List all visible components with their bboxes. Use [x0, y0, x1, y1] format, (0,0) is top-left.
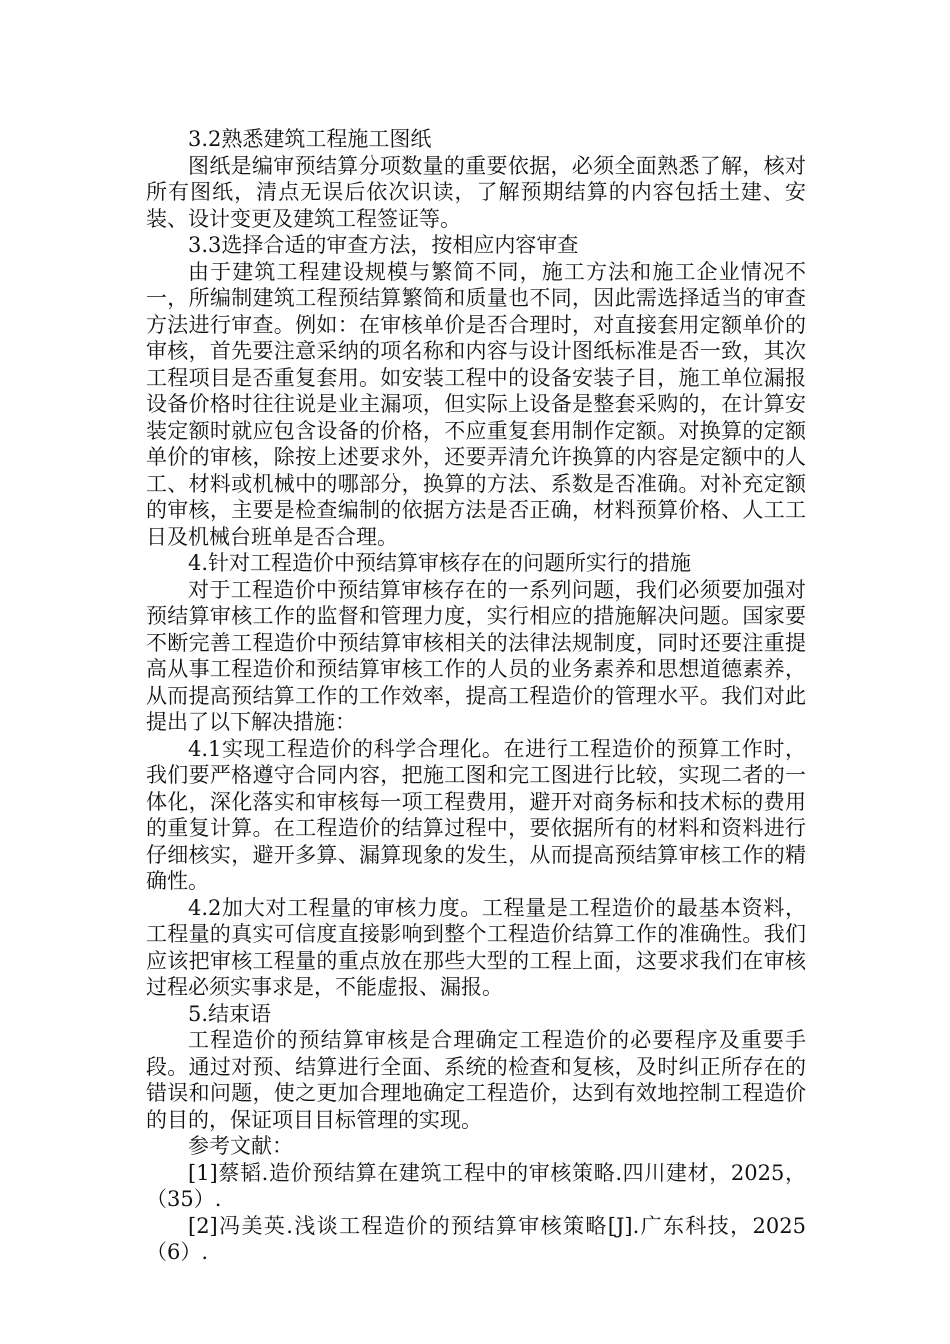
- document-page: [146, 126, 806, 1266]
- body-paragraph: 图纸是编审预结算分项数量的重要依据，必须全面熟悉了解，核对所有图纸，清点无误后依次识读，了解预期结算的内容包括土建、安装、设计变更及建筑工程签证等。: [146, 153, 806, 231]
- body-paragraph-4-1: 4.1实现工程造价的科学合理化。在进行工程造价的预算工作时，我们要严格遵守合同内容，把施工图和完工图进行比较，实现二者的一体化，深化落实和审核每一项工程费用，避开对商务标和技术标的费用的重复计算。在工程造价的结算过程中，要依据所有的材料和资料进行仔细核实，避开多算、漏算现象的发生，从而提高预结算审核工作的精确性。: [146, 736, 806, 893]
- body-paragraph: 工程造价的预结算审核是合理确定工程造价的必要程序及重要手段。通过对预、结算进行全面、系统的检查和复核，及时纠正所存在的错误和问题，使之更加合理地确定工程造价，达到有效地控制工程造价的目的，保证项目目标管理的实现。: [146, 1028, 806, 1132]
- section-heading-3-3: 3.3选择合适的审查方法，按相应内容审查: [188, 233, 579, 257]
- references-heading: 参考文献：: [188, 1134, 293, 1158]
- body-paragraph: 对于工程造价中预结算审核存在的一系列问题，我们必须要加强对预结算审核工作的监督和管理力度，实行相应的措施解决问题。国家要不断完善工程造价中预结算审核相关的法律法规制度，同时还要注重提高从事工程造价和预结算审核工作的人员的业务素养和思想道德素养，从而提高预结算工作的工作效率，提高工程造价的管理水平。我们对此提出了以下解决措施：: [146, 577, 806, 734]
- body-paragraph: 由于建筑工程建设规模与繁简不同，施工方法和施工企业情况不一，所编制建筑工程预结算繁简和质量也不同，因此需选择适当的审查方法进行审查。例如：在审核单价是否合理时，对直接套用定额单价的审核，首先要注意采纳的项名称和内容与设计图纸标准是否一致，其次工程项目是否重复套用。如安装工程中的设备安装子目，施工单位漏报设备价格时往往说是业主漏项，但实际上设备是整套采购的，在计算安装定额时就应包含设备的价格，不应重复套用制作定额。对换算的定额单价的审核，除按上述要求外，还要弄清允许换算的内容是定额中的人工、材料或机械中的哪部分，换算的方法、系数是否准确。对补充定额的审核，主要是检查编制的依据方法是否正确，材料预算价格、人工工日及机械台班单是否合理。: [146, 259, 806, 549]
- section-heading-4: 4.针对工程造价中预结算审核存在的问题所实行的措施: [188, 551, 692, 575]
- body-paragraph-4-2: 4.2加大对工程量的审核力度。工程量是工程造价的最基本资料，工程量的真实可信度直接影响到整个工程造价结算工作的准确性。我们应该把审核工程量的重点放在那些大型的工程上面，这要求我们在审核过程必须实事求是，不能虚报、漏报。: [146, 895, 806, 999]
- reference-item: [2]冯美英.浅谈工程造价的预结算审核策略[J].广东科技，2025（6）.: [146, 1213, 806, 1264]
- section-heading-5: 5.结束语: [188, 1001, 272, 1026]
- section-heading-3-2: 3.2熟悉建筑工程施工图纸: [188, 127, 432, 151]
- reference-item: [1]蔡韬.造价预结算在建筑工程中的审核策略.四川建材，2025，（35）.: [146, 1160, 806, 1211]
